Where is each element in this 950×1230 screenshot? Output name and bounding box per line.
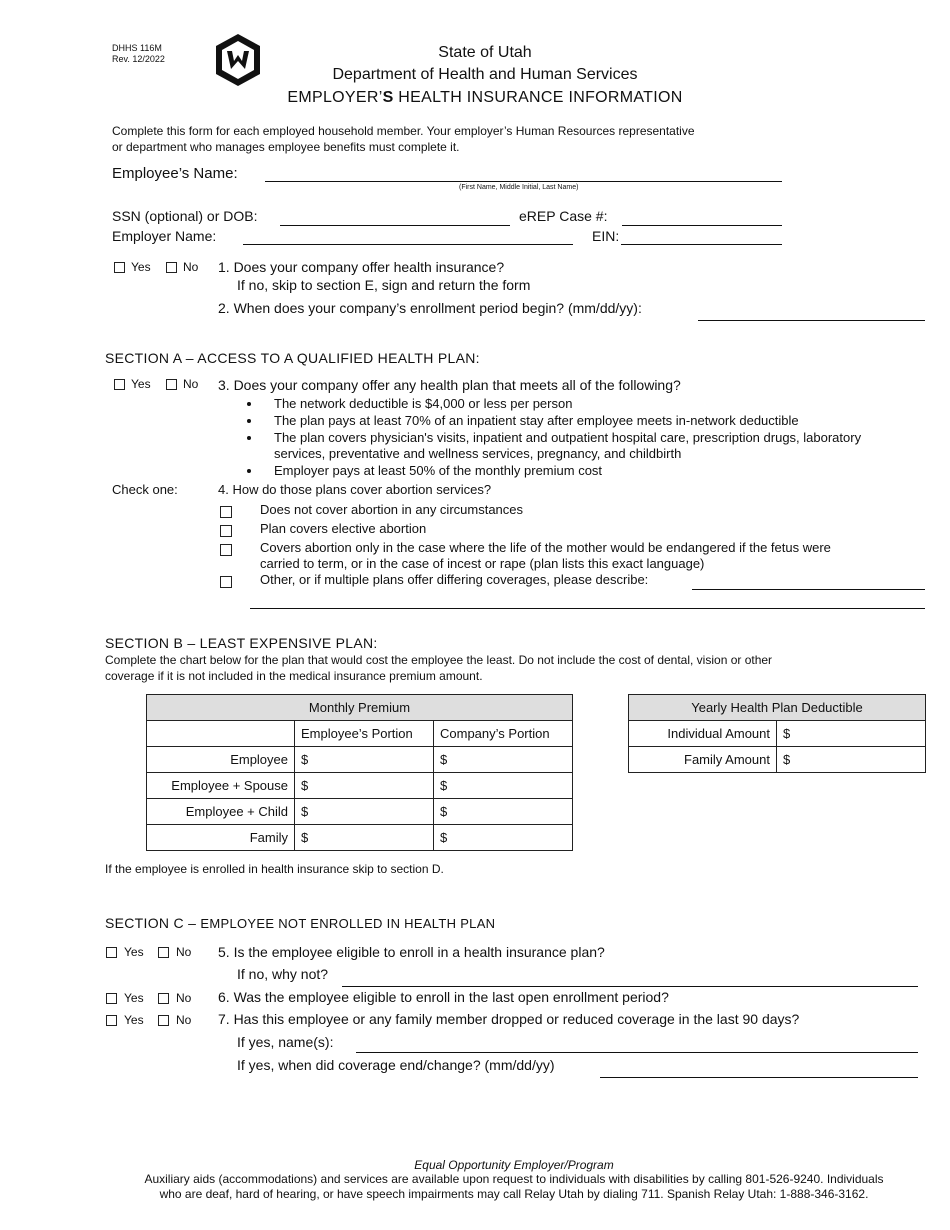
abortion-other-field[interactable] xyxy=(692,589,925,590)
why-not-field[interactable] xyxy=(342,986,918,987)
row-label: Individual Amount xyxy=(629,721,777,747)
q7-no-label: No xyxy=(176,1013,192,1027)
q7-no-checkbox[interactable] xyxy=(158,1015,169,1026)
row-label: Family xyxy=(147,825,295,851)
title-department: Department of Health and Human Services xyxy=(332,66,638,83)
company-portion-cell[interactable]: $ xyxy=(434,799,573,825)
individual-deductible-cell[interactable]: $ xyxy=(777,721,926,747)
q7-names-label: If yes, name(s): xyxy=(237,1034,334,1050)
q6-no-label: No xyxy=(176,991,192,1005)
q1-yes-checkbox[interactable] xyxy=(114,262,125,273)
q1-no-label: No xyxy=(183,260,199,274)
employee-name-hint: (First Name, Middle Initial, Last Name) xyxy=(459,184,579,191)
intro-line-1: Complete this form for each employed household member. Your employer’s Human Resources representative xyxy=(112,124,695,138)
q7-date-label: If yes, when did coverage end/change? (mm/dd/yy) xyxy=(237,1057,555,1073)
q3-yes-label: Yes xyxy=(131,377,151,391)
bullet-dot xyxy=(247,469,251,473)
erep-case-label: eREP Case #: xyxy=(519,208,608,224)
employee-portion-cell[interactable]: $ xyxy=(295,825,434,851)
section-c-heading: SECTION C – EMPLOYEE NOT ENROLLED IN HEALTH PLAN xyxy=(105,915,496,931)
q3-criterion-cont: services, preventative and wellness services, pregnancy, and childbirth xyxy=(274,446,682,461)
abortion-other-field-2[interactable] xyxy=(250,608,925,609)
footer-equal-opportunity: Equal Opportunity Employer/Program xyxy=(414,1158,614,1172)
q7-yes-checkbox[interactable] xyxy=(106,1015,117,1026)
q3-no-label: No xyxy=(183,377,199,391)
q3-criterion: Employer pays at least 50% of the monthly premium cost xyxy=(274,463,603,478)
q1-text: 1. Does your company offer health insurance? xyxy=(218,259,505,275)
employee-portion-cell[interactable]: $ xyxy=(295,773,434,799)
row-label: Employee + Child xyxy=(147,799,295,825)
footer-accommodations: Auxiliary aids (accommodations) and services are available upon request to individuals with disabilities by calling 801-526-9240. Individuals xyxy=(144,1172,884,1186)
title-state: State of Utah xyxy=(438,44,532,61)
yearly-deductible-table xyxy=(628,694,926,773)
q5-yes-label: Yes xyxy=(124,945,144,959)
q1-no-checkbox[interactable] xyxy=(166,262,177,273)
title-form-name: EMPLOYER’S HEALTH INSURANCE INFORMATION xyxy=(287,89,683,106)
q5-sub: If no, why not? xyxy=(237,966,329,982)
q5-text: 5. Is the employee eligible to enroll in a health insurance plan? xyxy=(218,944,605,960)
employer-name-field[interactable] xyxy=(243,244,573,245)
deductible-table-title: Yearly Health Plan Deductible xyxy=(629,695,926,721)
q3-criterion: The plan covers physician's visits, inpatient and outpatient hospital care, prescription drugs, laboratory xyxy=(274,430,862,445)
section-b-heading: SECTION B – LEAST EXPENSIVE PLAN: xyxy=(105,635,378,651)
bullet-dot xyxy=(247,436,251,440)
section-b-desc-2: coverage if it is not included in the medical insurance premium amount. xyxy=(105,669,483,683)
form-revision: Rev. 12/2022 xyxy=(112,54,165,64)
q1-sub: If no, skip to section E, sign and return the form xyxy=(237,277,531,293)
employee-name-label: Employee’s Name: xyxy=(112,165,238,182)
skip-note: If the employee is enrolled in health insurance skip to section D. xyxy=(105,862,444,876)
q6-yes-checkbox[interactable] xyxy=(106,993,117,1004)
ssn-dob-field[interactable] xyxy=(280,225,510,226)
abortion-other-checkbox[interactable] xyxy=(220,576,232,588)
employee-portion-cell[interactable]: $ xyxy=(295,799,434,825)
q7-yes-label: Yes xyxy=(124,1013,144,1027)
row-label: Employee + Spouse xyxy=(147,773,295,799)
erep-case-field[interactable] xyxy=(622,225,782,226)
company-portion-cell[interactable]: $ xyxy=(434,747,573,773)
ein-label: EIN: xyxy=(592,228,620,244)
q2-text: 2. When does your company’s enrollment period begin? (mm/dd/yy): xyxy=(218,300,642,316)
q5-no-label: No xyxy=(176,945,192,959)
q6-text: 6. Was the employee eligible to enroll in the last open enrollment period? xyxy=(218,989,669,1005)
employee-portion-cell[interactable]: $ xyxy=(295,747,434,773)
employer-name-label: Employer Name: xyxy=(112,228,217,244)
q3-criterion: The network deductible is $4,000 or less per person xyxy=(274,396,573,411)
employee-name-field[interactable] xyxy=(265,181,782,182)
ein-field[interactable] xyxy=(621,244,782,245)
bullet-dot xyxy=(247,402,251,406)
ssn-dob-label: SSN (optional) or DOB: xyxy=(112,208,258,224)
q5-no-checkbox[interactable] xyxy=(158,947,169,958)
q3-criterion: The plan pays at least 70% of an inpatient stay after employee meets in-network deductible xyxy=(274,413,799,428)
q4-text: 4. How do those plans cover abortion services? xyxy=(218,482,492,497)
col-employee-portion: Employee’s Portion xyxy=(295,721,434,747)
check-one-label: Check one: xyxy=(112,482,178,497)
premium-table-title: Monthly Premium xyxy=(147,695,573,721)
bullet-dot xyxy=(247,419,251,423)
abortion-other-label: Other, or if multiple plans offer differing coverages, please describe: xyxy=(260,572,649,587)
section-a-heading: SECTION A – ACCESS TO A QUALIFIED HEALTH PLAN: xyxy=(105,350,480,366)
q3-yes-checkbox[interactable] xyxy=(114,379,125,390)
abortion-limited-label-cont: carried to term, or in the case of incest or rape (plan lists this exact language) xyxy=(260,556,705,571)
q5-yes-checkbox[interactable] xyxy=(106,947,117,958)
form-code: DHHS 116M xyxy=(112,43,162,53)
blank-cell xyxy=(147,721,295,747)
company-portion-cell[interactable]: $ xyxy=(434,773,573,799)
monthly-premium-table xyxy=(146,694,573,851)
company-portion-cell[interactable]: $ xyxy=(434,825,573,851)
enrollment-date-field[interactable] xyxy=(698,320,925,321)
abortion-limited-label: Covers abortion only in the case where the life of the mother would be endangered if the fetus were xyxy=(260,540,831,555)
abortion-elective-checkbox[interactable] xyxy=(220,525,232,537)
footer-relay: who are deaf, hard of hearing, or have speech impairments may call Relay Utah by dialing 711. Spanish Relay Utah: 1-888-346-3162. xyxy=(159,1187,869,1201)
row-label: Employee xyxy=(147,747,295,773)
q6-no-checkbox[interactable] xyxy=(158,993,169,1004)
names-field[interactable] xyxy=(356,1052,918,1053)
intro-line-2: or department who manages employee benefits must complete it. xyxy=(112,140,460,154)
q1-yes-label: Yes xyxy=(131,260,151,274)
col-company-portion: Company’s Portion xyxy=(434,721,573,747)
family-deductible-cell[interactable]: $ xyxy=(777,747,926,773)
q7-text: 7. Has this employee or any family member dropped or reduced coverage in the last 90 days? xyxy=(218,1011,800,1027)
q3-no-checkbox[interactable] xyxy=(166,379,177,390)
section-b-desc-1: Complete the chart below for the plan that would cost the employee the least. Do not include the cost of dental, vision or other xyxy=(105,653,773,667)
row-label: Family Amount xyxy=(629,747,777,773)
coverage-end-date-field[interactable] xyxy=(600,1077,918,1078)
abortion-none-label: Does not cover abortion in any circumstances xyxy=(260,502,524,517)
q6-yes-label: Yes xyxy=(124,991,144,1005)
abortion-limited-checkbox[interactable] xyxy=(220,544,232,556)
abortion-elective-label: Plan covers elective abortion xyxy=(260,521,427,536)
q3-text: 3. Does your company offer any health plan that meets all of the following? xyxy=(218,377,681,393)
abortion-none-checkbox[interactable] xyxy=(220,506,232,518)
